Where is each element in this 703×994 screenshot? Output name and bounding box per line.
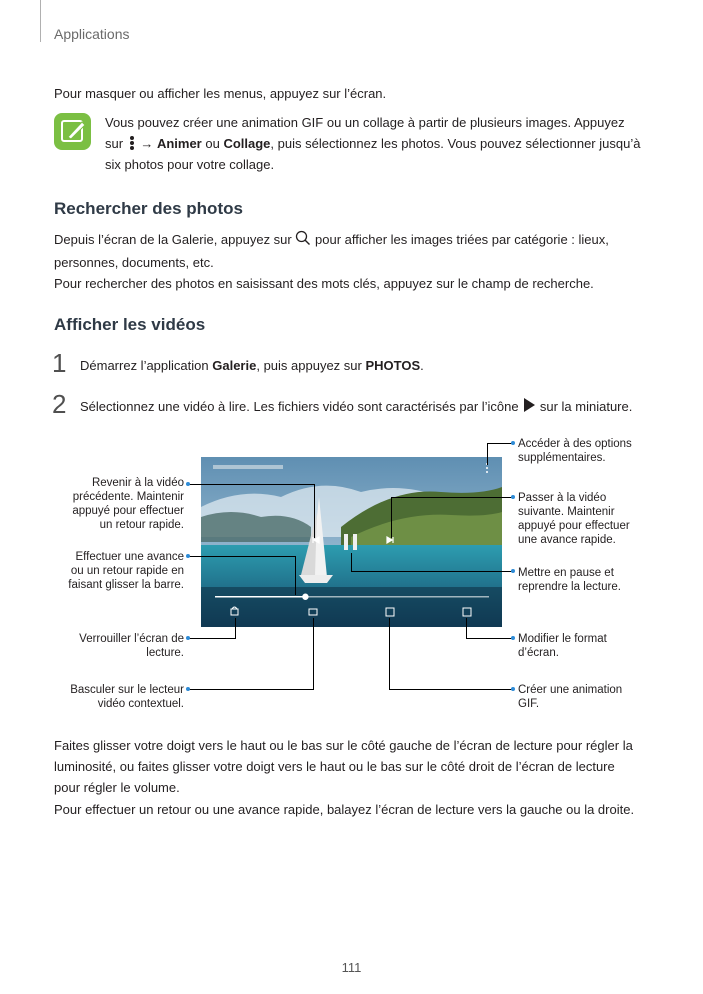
callout-seek-l2: ou un retour rapide en (70, 565, 184, 577)
closing-p1-l3: pour régler le volume. (54, 780, 180, 795)
closing-p1-l1: Faites glisser votre doigt vers le haut ou le bas sur le côté gauche de l’écran de lecture pour régler la (54, 738, 633, 753)
line-popup (188, 689, 313, 690)
search-heading: Rechercher des photos (54, 199, 243, 218)
note-rest: , puis sélectionnez les photos. Vous pouvez sélectionner jusqu’à (270, 136, 641, 151)
callout-next-l2: suivante. Maintenir (518, 506, 615, 518)
dot-lock (186, 636, 190, 640)
search-p1-c: personnes, documents, etc. (54, 255, 214, 270)
callout-seek (40, 550, 184, 592)
callout-previous-l1: Revenir à la vidéo (91, 477, 184, 489)
note-sur: sur (105, 136, 124, 151)
step-1-number: 1 (52, 348, 67, 378)
dot-next (511, 495, 515, 499)
note-ou: ou (205, 136, 220, 151)
line-previous (188, 484, 314, 485)
search-p1-a: Depuis l’écran de la Galerie, appuyez sur (54, 232, 292, 247)
video-play-icon (522, 397, 536, 419)
more-options-icon (129, 135, 135, 151)
callout-lock-l1: Verrouiller l’écran de (79, 633, 184, 645)
line-gif (389, 689, 513, 690)
note-animer: Animer (156, 136, 202, 151)
note-text (105, 112, 650, 175)
callout-seek-l3: faisant glisser la barre. (68, 579, 184, 591)
search-icon (295, 230, 311, 252)
step-2-b: sur la miniature. (539, 399, 633, 414)
line-next (391, 497, 513, 498)
dot-pause (511, 569, 515, 573)
note-pencil-icon (54, 113, 91, 150)
video-heading: Afficher les vidéos (54, 315, 206, 334)
callout-ratio (518, 632, 668, 660)
callout-lock (40, 632, 184, 660)
step-2-a: Sélectionnez une vidéo à lire. Les fichiers vidéo sont caractérisés par l’icône (80, 399, 519, 414)
line-next-v (391, 497, 392, 538)
line-gif-v (389, 618, 390, 690)
step-2-number: 2 (52, 389, 67, 419)
callout-lock-l2: lecture. (146, 647, 184, 659)
callout-gif-l2: GIF. (518, 698, 540, 710)
callout-next-l4: une avance rapide. (518, 534, 616, 546)
note-arrow: → (140, 136, 154, 151)
progress-thumb (302, 594, 308, 600)
callout-seek-l1: Effectuer une avance (75, 551, 184, 563)
intro-paragraph: Pour masquer ou afficher les menus, appuyez sur l’écran. (54, 86, 387, 101)
line-more-options (487, 443, 488, 465)
line-ratio (466, 638, 513, 639)
closing-p1-l2: luminosité, ou faites glisser votre doigt vers le haut ou le bas sur le côté droit de l’écran de lecture (54, 759, 615, 774)
callout-previous (40, 476, 184, 532)
step-1-app: Galerie (212, 358, 257, 373)
video-player-screenshot (201, 457, 502, 627)
video-frame (201, 457, 502, 627)
line-previous-v (314, 484, 315, 538)
callout-popup-l1: Basculer sur le lecteur (70, 684, 184, 696)
callout-next (518, 491, 668, 547)
note-line-3: six photos pour votre collage. (105, 157, 275, 172)
step-1-c: . (420, 358, 424, 373)
dot-previous (186, 482, 190, 486)
dot-gif (511, 687, 515, 691)
callout-next-l1: Passer à la vidéo (518, 492, 607, 504)
callout-pause-l1: Mettre en pause et (518, 567, 614, 579)
callout-ratio-l2: d’écran. (518, 647, 559, 659)
progress-bar-fill (215, 596, 305, 598)
callout-previous-l3: appuyé pour effectuer (72, 505, 184, 517)
step-1-tab: PHOTOS (365, 358, 421, 373)
line-ratio-v (466, 618, 467, 639)
search-p1-b: pour afficher les images triées par catégorie : lieux, (315, 232, 609, 247)
step-1-a: Démarrez l’application (80, 358, 209, 373)
note-line-2 (105, 133, 650, 154)
callout-next-l3: appuyé pour effectuer (518, 520, 630, 532)
dot-ratio (511, 636, 515, 640)
line-lock-v (235, 618, 236, 639)
step-1-b: , puis appuyez sur (256, 358, 362, 373)
callout-gif (518, 683, 668, 711)
note-collage: Collage (223, 136, 271, 151)
line-pause (351, 571, 513, 572)
callout-more-options-l2: supplémentaires. (518, 452, 606, 464)
callout-previous-l4: un retour rapide. (99, 519, 184, 531)
line-popup-v (313, 618, 314, 690)
search-paragraph-2: Pour rechercher des photos en saisissant des mots clés, appuyez sur le champ de recherche. (54, 276, 594, 291)
line-seek-v (295, 556, 296, 595)
line-more-options-h (487, 443, 513, 444)
header-title: Applications (54, 26, 130, 42)
page-number: 111 (341, 960, 362, 975)
callout-more-options-l1: Accéder à des options (518, 438, 632, 450)
closing-paragraph-1 (54, 735, 664, 798)
line-seek (188, 556, 295, 557)
callout-pause (518, 566, 668, 594)
step-2-text (80, 396, 660, 419)
line-pause-v (351, 553, 352, 572)
callout-gif-l1: Créer une animation (518, 684, 623, 696)
callout-ratio-l1: Modifier le format (518, 633, 607, 645)
callout-popup (40, 683, 184, 711)
search-paragraph-1 (54, 229, 654, 273)
dot-more-options (511, 441, 515, 445)
dot-popup (186, 687, 190, 691)
line-lock (188, 638, 235, 639)
closing-paragraph-2: Pour effectuer un retour ou une avance rapide, balayez l’écran de lecture vers la gauche ou la droite. (54, 802, 635, 817)
callout-pause-l2: reprendre la lecture. (518, 581, 621, 593)
callout-popup-l2: vidéo contextuel. (97, 698, 184, 710)
dot-seek (186, 554, 190, 558)
callout-more-options (518, 437, 668, 465)
note-line-1: Vous pouvez créer une animation GIF ou un collage à partir de plusieurs images. Appuyez (105, 115, 625, 130)
header-rule (40, 0, 41, 42)
step-1-text (80, 355, 660, 376)
callout-previous-l2: précédente. Maintenir (72, 491, 184, 503)
